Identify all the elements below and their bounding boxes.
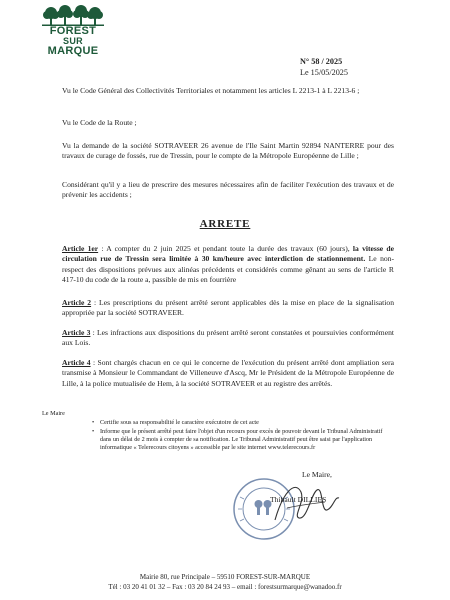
decree-reference (300, 56, 348, 78)
municipality-logo (42, 4, 104, 56)
article-4 (62, 358, 394, 389)
legal-notices (92, 419, 392, 453)
notice-executory: • Certifie sous sa responsabilité le caractère exécutoire de cet acte (92, 419, 392, 427)
signature-title: Le Maire, (302, 470, 332, 479)
article-4-label: Article 4 (62, 358, 91, 367)
notice-appeal: • Informe que le présent arrêté peut faire l'objet d'un recours pour excès de pouvoir devant le Tribunal Administratif dans un délai de 2 mois à compter de sa notification. Le Tribunal Administratif peut être saisi par l'application informatique « Telerecours citoyens » accessible par le site internet www.telerecours.fr (92, 428, 392, 452)
decree-title: ARRETE (199, 218, 251, 230)
article-1 (62, 244, 394, 285)
decree-number: N° 58 / 2025 (300, 57, 343, 66)
signature-block (270, 470, 332, 505)
article-1-bold-text: la vitesse de circulation rue de Tressin sera limitée à 30 km/heure avec interdiction de stationnement. (62, 244, 394, 264)
article-2-text: : Les prescriptions du présent arrêté seront applicables dès la mise en place de la signalisation appropriée par la société SOTRAVEER. (62, 298, 394, 318)
article-1-text: : A compter du 2 juin 2025 et pendant toute la durée des travaux (60 jours), (98, 244, 353, 253)
consideration-2: Vu le Code de la Route ; (62, 118, 137, 127)
consideration-1: Vu le Code Général des Collectivités Territoriales et notamment les articles L 2213-1 à L 2213-6 ; (62, 86, 360, 95)
decree-date: Le 15/05/2025 (300, 68, 348, 77)
logo-line-marque: MARQUE (47, 45, 99, 57)
article-1-text-after: Le non-respect des dispositions prévues aux alinéas précédents et considérés comme gênant au sens de l'article R 417-10 du code de la route a, passible de mis en fourrière (62, 254, 394, 284)
footer-address: Mairie 80, rue Principale – 59510 FOREST-SUR-MARQUE (139, 573, 311, 581)
footer-contact: Tél : 03 20 41 01 32 – Fax : 03 20 84 24 93 – email : forestsurmarque@wanadoo.fr (108, 582, 342, 591)
article-4-text: : Sont chargés chacun en ce qui le concerne de l'exécution du présent arrêté dont ampliation sera transmise à Monsieur le Commandant de Villeneuve d'Ascq, Mr le Président de la Métropole Européenne de Lille, à la police mutualisée de Hem, à la société SOTRAVEER et au registre des arrêtés. (62, 358, 394, 388)
page-footer (0, 573, 450, 592)
article-3 (62, 328, 394, 349)
article-3-label: Article 3 (62, 328, 91, 337)
mayor-name: Thibault DILLIES (270, 494, 327, 504)
logo-line-sur: SUR (63, 36, 83, 46)
article-2-label: Article 2 (62, 298, 92, 307)
consideration-4: Considérant qu'il y a lieu de prescrire des mesures nécessaires afin de faciliter l'exécution des travaux et de prévenir les accidents ; (62, 180, 394, 200)
article-3-text: : Les infractions aux dispositions du présent arrêté seront constatées et poursuivies conformément aux Lois. (62, 328, 394, 348)
article-2 (62, 298, 394, 319)
article-1-label: Article 1er (62, 244, 99, 253)
consideration-3: Vu la demande de la société SOTRAVEER 26 avenue de l'Ile Saint Martin 92894 NANTERRE pour des travaux de curage de fossés, rue de Tressin, pour le compte de la Métropole Européenne de Lille ; (62, 141, 394, 161)
mayor-label: Le Maire (42, 410, 65, 417)
trees-icon (42, 4, 104, 26)
logo-line-forest: FOREST (49, 25, 97, 37)
